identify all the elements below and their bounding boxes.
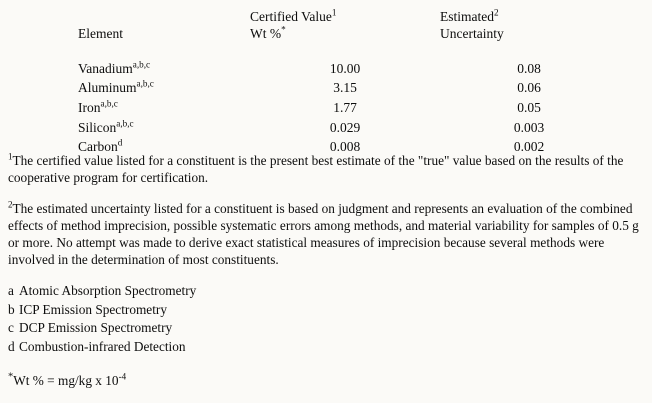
table-row xyxy=(78,118,618,138)
cell-element: Carbon$^d$ xyxy=(78,137,123,155)
cell-certified-value: 3.15 xyxy=(333,80,357,96)
method-marker-a: a xyxy=(8,282,14,298)
list-item xyxy=(8,319,644,338)
method-label-b: ICP Emission Spectrometry xyxy=(19,301,167,317)
table-row xyxy=(78,98,618,118)
footnote-unit-text: Wt % = mg/kg x 10 xyxy=(13,373,119,389)
spacer-cell xyxy=(78,43,250,59)
footnote-ref-2: 2 xyxy=(494,7,499,18)
footnote-2-text: The estimated uncertainty listed for a constituent is based on judgment and represents an evaluation of the combined effects of method imprecision, possible systematic errors among methods, and material variability for samples of 0.5 g or more. No attempt was made to derive exact statistical measures of imprecision because several methods were involved in the determination of most constituents. xyxy=(8,200,639,268)
cell-element: Vanadium$^{a,b,c}$ xyxy=(78,59,151,76)
method-refs: a,b,c xyxy=(116,118,134,129)
column-header-certified-line2: Wt %* xyxy=(250,24,286,42)
cell-uncertainty: 0.08 xyxy=(517,60,541,76)
footnote-ref-1: 1 xyxy=(331,7,337,18)
cell-certified-value: 0.008 xyxy=(329,139,361,155)
footnote-ref-star: * xyxy=(281,24,286,35)
spacer-cell xyxy=(440,43,618,59)
column-header-certified-line1: Certified Value$^1$ xyxy=(250,7,337,24)
footnote-1-marker: 1 xyxy=(8,151,13,162)
method-label-a: Atomic Absorption Spectrometry xyxy=(19,282,197,298)
column-header-certified-value xyxy=(250,8,440,43)
cell-uncertainty: 0.06 xyxy=(517,80,541,96)
column-header-element xyxy=(78,8,250,43)
cell-uncertainty: 0.05 xyxy=(517,99,541,115)
table-row xyxy=(78,78,618,98)
method-legend-list xyxy=(8,282,644,358)
method-label-c: DCP Emission Spectrometry xyxy=(19,320,173,336)
certified-values-table xyxy=(78,8,618,157)
cell-certified-value: 10.00 xyxy=(329,60,361,76)
table-header xyxy=(78,8,618,43)
method-marker-d: d xyxy=(8,339,15,355)
footnote-1-text: The certified value listed for a constituent is the present best estimate of the "true" value based on the results of the cooperative program for certification. xyxy=(8,153,624,186)
list-item xyxy=(8,301,644,320)
method-marker-b: b xyxy=(8,301,15,317)
cell-certified-value: 0.029 xyxy=(329,119,361,135)
spacer-cell xyxy=(250,43,440,59)
cell-uncertainty: 0.002 xyxy=(513,139,545,155)
cell-uncertainty: 0.003 xyxy=(513,119,545,135)
method-refs: d xyxy=(117,137,123,148)
footnote-unit-marker: * xyxy=(8,371,14,383)
cell-element: Iron$^{a,b,c}$ xyxy=(78,98,118,115)
table-row xyxy=(78,59,618,79)
cell-certified-value: 1.77 xyxy=(333,99,357,115)
cell-element: Aluminum$^{a,b,c}$ xyxy=(78,78,154,96)
footnote-2 xyxy=(8,200,644,269)
method-marker-c: c xyxy=(8,320,14,336)
footnote-1 xyxy=(8,152,644,187)
table-body xyxy=(78,43,618,158)
table-spacer-row xyxy=(78,43,618,59)
method-refs: a,b,c xyxy=(100,98,118,109)
column-header-estimated-line2: Uncertainty xyxy=(440,26,504,42)
footnote-2-marker: 2 xyxy=(8,199,13,210)
table-header-row xyxy=(78,8,618,43)
method-label-d: Combustion-infrared Detection xyxy=(19,339,186,355)
list-item xyxy=(8,282,644,301)
column-header-estimated-uncertainty xyxy=(440,8,618,43)
method-refs: a,b,c xyxy=(132,59,151,70)
column-header-element-label: Element xyxy=(78,26,123,42)
cell-element: Silicon$^{a,b,c}$ xyxy=(78,118,134,135)
footnotes-section xyxy=(8,152,644,403)
list-item xyxy=(8,338,644,357)
footnote-unit xyxy=(8,372,644,389)
method-refs: a,b,c xyxy=(136,78,154,89)
column-header-estimated-line1: Estimated$^2$ xyxy=(440,7,499,24)
footnote-unit-exponent: -4 xyxy=(118,371,127,382)
